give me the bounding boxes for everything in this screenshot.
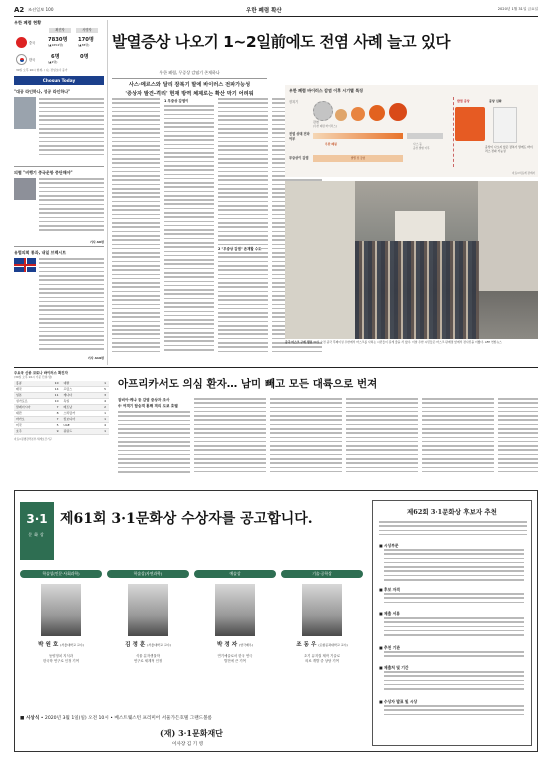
recruit-section-title: ■ 후보 자격 (379, 587, 400, 592)
header-rule (14, 16, 538, 17)
subhead-line2: '증상자 발견-격리' 현재 방역 체제로는 확산 막기 어려워 (125, 91, 254, 97)
label-sars-sub: 증상 발현 이후 (413, 147, 430, 150)
building-right (478, 181, 538, 291)
table-cell: 홍콩 (16, 381, 22, 385)
table-cell: 캄보디아 (63, 417, 76, 421)
contagion-bar (313, 133, 403, 139)
status-col-deaths: 사망자 (76, 28, 98, 33)
table-cell: 캐나다 (63, 393, 73, 397)
korea-confirmed: 6명 (51, 54, 60, 60)
storefront (395, 211, 445, 241)
table-cell: 스리랑카 (63, 411, 76, 415)
article-col-1 (112, 98, 160, 360)
table-cell: 7 (56, 417, 59, 421)
winner-title: (포항공과대학교 교수) (318, 643, 348, 647)
crowd (355, 241, 479, 339)
stage-infect-sub: (우한 폐렴 바이러스) (313, 125, 337, 128)
winner-name-text: 조 동 우 (296, 642, 317, 648)
table-row (14, 429, 109, 435)
table-cell: UAE (63, 423, 70, 427)
row-latent-label: 잠복기 (289, 100, 299, 104)
recruit-section-text (384, 705, 524, 720)
recruit-section-title: ■ 시상부문 (379, 543, 399, 548)
table-cell: 1 (104, 429, 106, 433)
item3-text (39, 258, 104, 358)
table-cell: 4 (104, 423, 106, 427)
winner-desc1: 연기예술로서 한국 연극 (217, 654, 253, 658)
winner-desc1: 초기 뮤지컬 제작 기술로 (304, 654, 340, 658)
contagion-bar-mers (407, 133, 443, 139)
item2-text (39, 178, 104, 238)
photo-caption (285, 341, 538, 345)
photo-caption-text: 30일 오전 중국 후베이성 우한에서 마스크를 사려는 시민들이 길게 줄을 서 있다. 이날 우한 시민들은 마스크 판매점 앞에서 장사진을 이뤘다. (313, 340, 484, 344)
recruit-section-title: ■ 제출처 및 기간 (379, 665, 409, 670)
china-label: 중국 (29, 41, 36, 45)
winner-card (281, 570, 363, 710)
subhead-block (112, 70, 267, 97)
table-cell: 9 (56, 429, 59, 433)
article2-col-5 (422, 398, 494, 479)
stage-serious: 증상 심화 (489, 99, 502, 103)
pre-symptom-band: 발열 전 감염 (313, 155, 403, 162)
table-cell: 5 (104, 387, 106, 391)
building-left (285, 181, 355, 339)
divider (14, 166, 104, 167)
column-text (39, 98, 104, 162)
table-cell: 11 (54, 393, 59, 397)
ceremony-text: • 2020년 3월 1일(일) 오전 10시 • 베스트웨스턴 프리미어 서울가든호텔 그랜드볼룸 (40, 716, 212, 721)
table-cell: 10 (54, 381, 59, 385)
recruit-section-title: ■ 제출 서류 (379, 611, 400, 616)
winner-name (107, 640, 189, 648)
winner-category: 학술상(인문·사회과학) (20, 570, 102, 578)
winner-photo (41, 584, 81, 636)
infographic (285, 85, 538, 177)
article2-col-3 (270, 398, 342, 479)
recruit-title: 제62회 3·1문화상 후보자 추천 (407, 508, 497, 516)
item2-title: 의협 "비행기 중국운항 중단해야" (14, 170, 73, 175)
article2-col-4 (346, 398, 418, 479)
status-title: 우한 폐렴 현황 (14, 20, 42, 25)
infographic-source: 자료=의료계 관계자 (511, 172, 535, 175)
photo-credit: AFP 연합뉴스 (484, 340, 502, 344)
table-cell: 5 (56, 423, 59, 427)
winner-desc1: 동양정치 지식과 (48, 654, 73, 658)
label-wuhan: 우한 폐렴 (325, 142, 337, 146)
thermometer-icon (455, 107, 485, 141)
divider (112, 78, 267, 79)
subhead-kicker: 우한 폐렴, 무증상 감염기 존재하나 (159, 70, 220, 75)
korea-confirmed-delta: (▲2명) (48, 60, 58, 64)
china-confirmed-delta: (▲1654명) (48, 43, 64, 47)
winner-photo (302, 584, 342, 636)
article2-col-6 (498, 398, 538, 479)
ad-title: 제61회 3·1문화상 수상자를 공고합니다. (60, 511, 313, 527)
table-cell: 14 (54, 387, 59, 391)
recruit-section-title: ■ 추천 기관 (379, 645, 400, 650)
korea-flag-icon (16, 54, 27, 65)
paper-name: 조선일보 100 (28, 7, 54, 12)
winner-name-text: 박 원 호 (38, 642, 59, 648)
table-cell: 10 (54, 399, 59, 403)
recruit-box (372, 500, 532, 746)
virus-icon (389, 103, 407, 121)
ad-org: (재) 3·1문화재단 (160, 728, 223, 738)
column-headline: "대공 라인하나, 성공 라인하나" (14, 89, 71, 94)
columnist-photo (14, 97, 36, 129)
winner-category: 학술상(자연과학) (107, 570, 189, 578)
row-asymptomatic-label: 무증상이 감염 (289, 156, 309, 160)
virus-icon (351, 107, 365, 121)
winner-card (194, 570, 276, 710)
article2-subheads (118, 398, 190, 409)
winner-title: (서울대학교 교수) (60, 643, 84, 647)
subhead-line1: 사스·메르스와 달리 잠복기 말에 바이러스 전파가능성 (128, 82, 251, 88)
recruit-section-text (384, 671, 524, 696)
article-col-2 (164, 105, 214, 360)
issue-date: 2020년 1월 31일 금요일 (497, 7, 538, 11)
china-deaths: 170명 (78, 37, 94, 43)
item2-photo (14, 178, 36, 200)
table-cell: 미국 (16, 423, 22, 427)
virus-icon (369, 105, 385, 121)
winners-grid (20, 570, 366, 710)
table-cell: 베트남 (63, 405, 73, 409)
winner-category: 예술상 (194, 570, 276, 578)
emblem-mark: 3·1 (26, 512, 48, 526)
table-cell: 3 (104, 393, 106, 397)
confirmed-table (14, 370, 109, 482)
winner-desc2: 발전에 큰 기여 (224, 659, 246, 663)
recruit-section-text (384, 549, 524, 584)
recruit-sections (379, 543, 527, 743)
article2-col-1 (118, 411, 190, 479)
recruit-section-text (384, 593, 524, 608)
table-cell: 7 (56, 405, 59, 409)
table-cell: 네팔 (63, 381, 70, 385)
winner-desc2: 의료 개발 중 상당 기여 (305, 659, 339, 663)
item3-title: 유럽의회 통과, 내일 브렉시트 (14, 250, 67, 255)
award-emblem (20, 502, 54, 560)
row-contagion-label: 전염 상태 전파여부 (289, 132, 310, 141)
stage-infect: 감염 (313, 120, 319, 124)
recruit-section-title: ■ 수상자 발표 및 시상 (379, 699, 418, 704)
recruit-section-text (384, 651, 524, 662)
winner-name-text: 김 정 훈 (125, 642, 146, 648)
article2-col-2 (194, 398, 266, 479)
table-source: 자료=질병관리본부·세계보건기구 (14, 438, 53, 441)
section-rule (14, 367, 538, 368)
status-note: 30일 오후 10시 현재, ( )는 전일보다 증가 (16, 68, 68, 72)
korea-label: 한국 (29, 58, 36, 62)
winner-photo (128, 584, 168, 636)
winner-desc1: 식물 분자생물학 (135, 654, 160, 658)
table-cell: 8 (56, 411, 59, 415)
ad-org-sub: 이사장 김 기 영 (172, 742, 204, 747)
uk-flag-icon (14, 258, 36, 272)
table-cell: 마카오 (16, 417, 25, 421)
winner-name (281, 640, 363, 648)
article2-subhead1: 잠비아·케냐 등 감염 증상자 조사 (118, 398, 170, 402)
table-cell: 태국 (16, 387, 22, 391)
news-photo (285, 181, 538, 339)
china-flag-icon (16, 37, 27, 48)
table-cell: 프랑스 (63, 387, 73, 391)
article2-subhead2: 中 여객기 탑승객 통째 격리 도쿄 호텔 (118, 404, 178, 408)
winner-card (107, 570, 189, 710)
left-sidebar (14, 20, 104, 365)
china-deaths-delta: (▲38명) (78, 43, 90, 47)
virus-icon (313, 101, 333, 121)
winner-photo (215, 584, 255, 636)
article2-headline: 아프리카서도 의심 환자… 남미 빼고 모든 대륙으로 번져 (118, 378, 378, 390)
item2-byline: 기사 A6면 (89, 240, 104, 244)
winner-title: (서울대학교 교수) (147, 643, 171, 647)
recruit-section-text (384, 617, 524, 642)
infographic-box: 증상이 나오지 않은 잠복기 말에도 바이러스 전파 가능성 (485, 145, 533, 153)
ceremony-line (20, 715, 366, 727)
china-confirmed: 7830명 (48, 37, 68, 43)
table-cell: 4 (104, 399, 106, 403)
stage-symptom: 발열 증상 (457, 99, 470, 103)
winner-name (194, 640, 276, 648)
photo-caption-title: 중국 마스크 구매 행렬 (285, 340, 313, 344)
article-col-3 (218, 98, 268, 360)
emblem-sub: 문화상 (28, 532, 46, 537)
winner-desc2: 한국학 연구로 인정 기여 (43, 659, 79, 663)
chosun-today-banner: Chosun Today (14, 76, 104, 85)
winner-name-text: 박 정 자 (217, 642, 238, 648)
table-unit: (30일 오후 10시 기준 단위:명) (14, 375, 53, 379)
table-body (14, 381, 109, 435)
table-cell: 일본 (16, 393, 22, 397)
table-cell: 싱가포르 (16, 399, 28, 403)
main-headline: 발열증상 나오기 1~2일前에도 전염 사례 늘고 있다 (112, 33, 450, 51)
winner-card (20, 570, 102, 710)
item3-byline: 기사 A19면 (87, 356, 104, 360)
table-cell: 1 (104, 411, 106, 415)
table-cell: 1 (104, 417, 106, 421)
recruit-intro (379, 521, 527, 541)
winner-category: 기술·공학상 (281, 570, 363, 578)
status-col-confirmed: 확진자 (49, 28, 71, 33)
box2-label: 2 "무증상 감염" 존재할 수도 (218, 247, 262, 251)
patient-icon (493, 107, 517, 143)
column-divider (107, 20, 108, 365)
table-title: 주요국 신종 코로나 바이러스 확진자 (14, 371, 68, 375)
table-cell: 핀란드 (63, 429, 73, 433)
label-sars: 사스 등 (413, 142, 422, 146)
table-cell: 2 (104, 405, 106, 409)
table-cell: 말레이시아 (16, 405, 31, 409)
korea-deaths: 0명 (80, 54, 89, 60)
ceremony-label: ■ 시상식 (20, 716, 40, 721)
divider (14, 246, 104, 247)
winner-name (20, 640, 102, 648)
box1-label: 1 무증상 감염이 (164, 99, 189, 103)
winner-title: (연극배우) (239, 643, 253, 647)
winner-desc2: 연구로 세계적 인정 (133, 659, 163, 663)
page-number: A2 (14, 6, 25, 14)
table-cell: 독일 (63, 399, 70, 403)
section-title: 우한 폐렴 확산 (246, 8, 282, 14)
virus-icon (335, 109, 347, 121)
infographic-title: 우한 폐렴 바이러스 감염 이후 시기별 특징 (289, 88, 364, 93)
table-cell: 호주 (16, 429, 22, 433)
table-cell: 대만 (16, 411, 22, 415)
table-cell: 1 (104, 381, 106, 385)
